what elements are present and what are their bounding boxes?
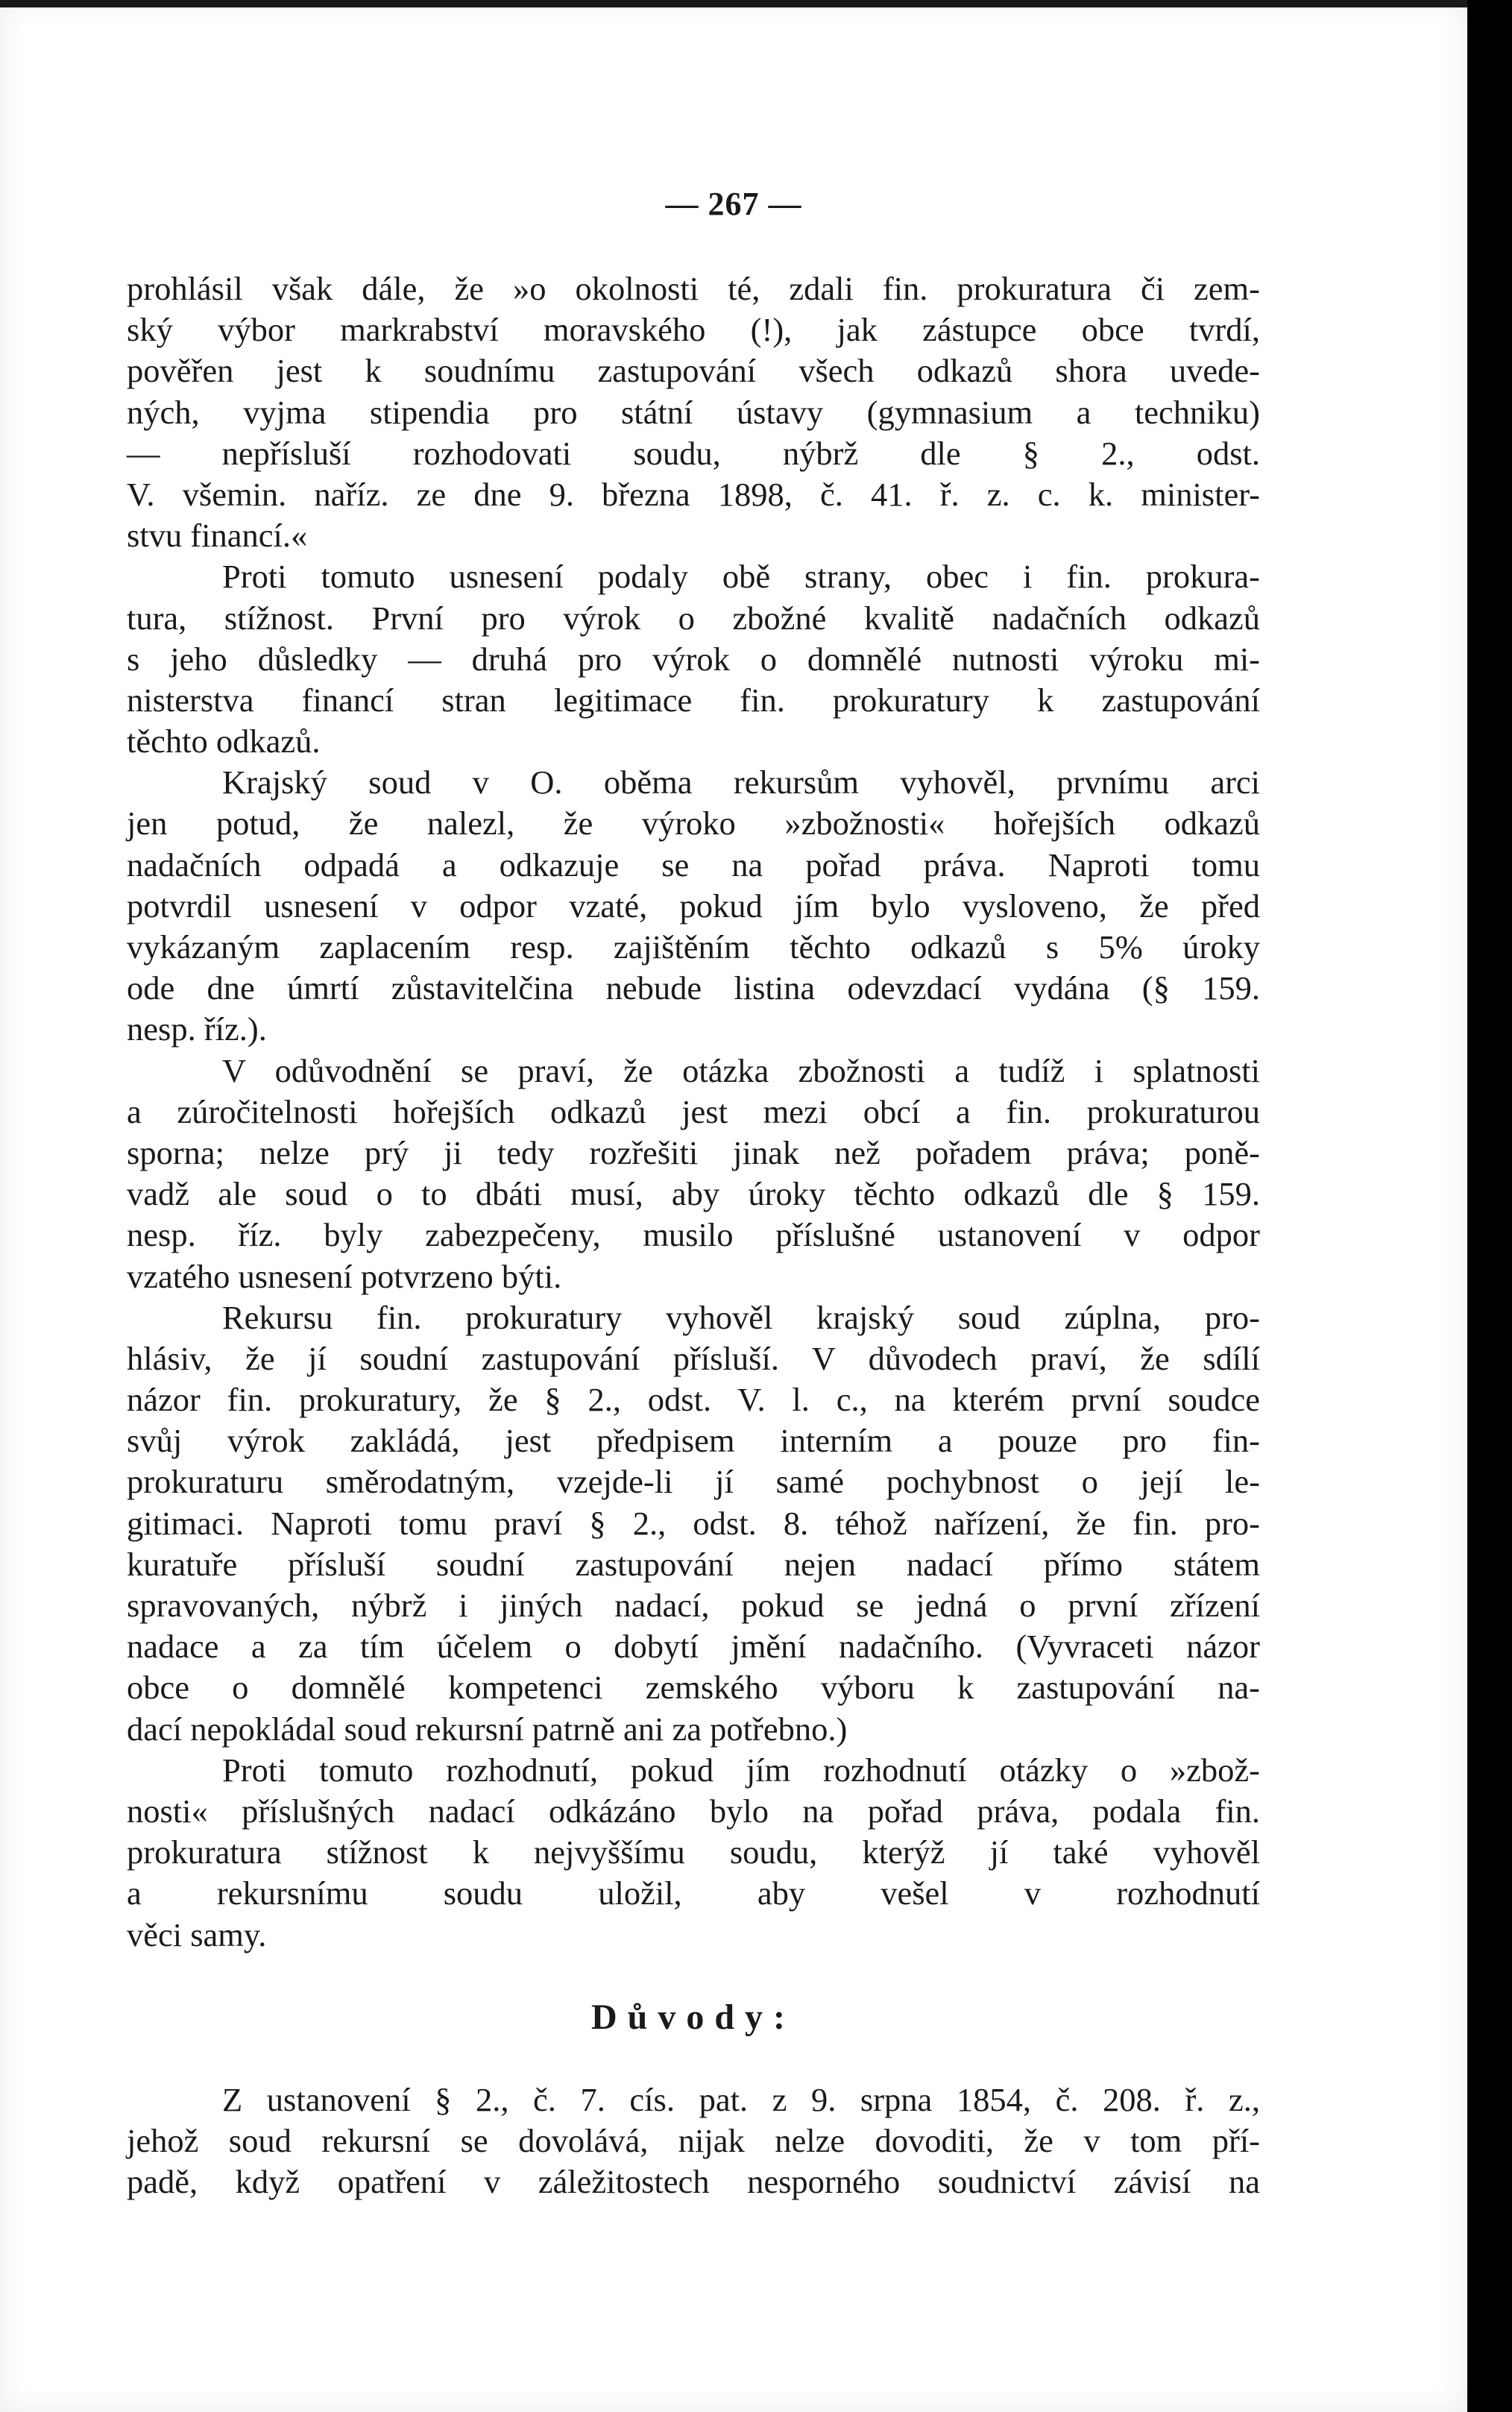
text-line: Proti tomuto usnesení podaly obě strany, obec i fin. prokura- [222, 558, 1260, 596]
paragraph [127, 268, 1260, 556]
text-line: a rekursnímu soudu uložil, aby vešel v rozhodnutí [127, 1874, 1260, 1912]
page-top-edge [0, 0, 1467, 7]
text-line: Rekursu fin. prokuratury vyhověl krajský soud zúplna, pro- [222, 1298, 1260, 1336]
text-line: nisterstva financí stran legitimace fin. prokuratury k zastupování [127, 681, 1260, 719]
text-line: padě, když opatření v záležitostech nesporného soudnictví závisí na [127, 2163, 1260, 2201]
text-line: V odůvodnění se praví, že otázka zbožnosti a tudíž i splatnosti [222, 1051, 1260, 1089]
text-line: vadž ale soud o to dbáti musí, aby úroky těchto odkazů dle § 159. [127, 1175, 1260, 1213]
text-line: nadačních odpadá a odkazuje se na pořad práva. Naproti tomu [127, 846, 1260, 884]
text-line: nadace a za tím účelem o dobytí jmění nadačního. (Vyvraceti názor [127, 1628, 1260, 1666]
text-line: ných, vyjma stipendia pro státní ústavy (gymnasium a techniku) [127, 393, 1260, 431]
text-line: prohlásil však dále, že »o okolnosti té, zdali fin. prokuratura či zem- [127, 270, 1260, 307]
spacer [127, 2059, 1260, 2079]
text-line: hlásiv, že jí soudní zastupování přísluší. V důvodech praví, že sdílí [127, 1339, 1260, 1377]
paragraph [127, 2079, 1260, 2203]
text-line: — nepřísluší rozhodovati soudu, nýbrž dle § 2., odst. [127, 434, 1260, 472]
text-line: nosti« příslušných nadací odkázáno bylo na pořad práva, podala fin. [127, 1792, 1260, 1830]
text-line: těchto odkazů. [127, 722, 321, 761]
section-heading-container [127, 1977, 1260, 2059]
text-line: Krajský soud v O. oběma rekursům vyhověl, prvnímu arci [222, 763, 1260, 802]
text-line: svůj výrok zakládá, jest předpisem interním a pouze pro fin- [127, 1422, 1260, 1460]
text-line: Z ustanovení § 2., č. 7. cís. pat. z 9. srpna 1854, č. 208. ř. z., [222, 2080, 1260, 2118]
section-heading: Důvody: [590, 1997, 796, 2037]
text-line: názor fin. prokuratury, že § 2., odst. V. l. c., na kterém první soudce [127, 1381, 1260, 1419]
spacer [127, 1956, 1260, 1977]
text-line: gitimaci. Naproti tomu praví § 2., odst. 8. téhož nařízení, že fin. pro- [127, 1504, 1260, 1542]
document-body [127, 268, 1260, 2202]
text-line: a zúročitelnosti hořejších odkazů jest mezi obcí a fin. prokuraturou [127, 1092, 1260, 1130]
text-line: nesp. říz.). [127, 1010, 267, 1048]
text-line: prokuraturu směrodatným, vzejde-li jí samé pochybnost o její le- [127, 1463, 1260, 1501]
text-line: jen potud, že nalezl, že výroko »zbožnosti« hořejších odkazů [127, 804, 1260, 843]
text-line: vzatého usnesení potvrzeno býti. [127, 1257, 562, 1295]
scan-border [1467, 0, 1512, 2412]
text-line: nesp. říz. byly zabezpečeny, musilo příslušné ustanovení v odpor [127, 1216, 1260, 1254]
text-line: potvrdil usnesení v odpor vzaté, pokud jím bylo vysloveno, že před [127, 887, 1260, 925]
text-line: ský výbor markrabství moravského (!), jak zástupce obce tvrdí, [127, 311, 1260, 349]
text-line: prokuratura stížnost k nejvyššímu soudu, kterýž jí také vyhověl [127, 1833, 1260, 1871]
text-line: stvu financí.« [127, 517, 308, 555]
text-line: Proti tomuto rozhodnutí, pokud jím rozhodnutí otázky o »zbož- [222, 1751, 1260, 1789]
text-line: obce o domnělé kompetenci zemského výboru k zastupování na- [127, 1669, 1260, 1707]
text-line: jehož soud rekursní se dovolává, nijak nelze dovoditi, že v tom pří- [127, 2121, 1260, 2159]
paragraph [127, 1750, 1260, 1956]
page-number: — 267 — [665, 186, 802, 222]
paragraph [127, 1297, 1260, 1750]
text-line: kuratuře přísluší soudní zastupování nejen nadací přímo státem [127, 1545, 1260, 1583]
paragraph [127, 1051, 1260, 1297]
text-line: sporna; nelze prý ji tedy rozřešiti jinak než pořadem práva; poně- [127, 1133, 1260, 1171]
text-line: věci samy. [127, 1915, 267, 1953]
text-line: V. všemin. naříz. ze dne 9. března 1898, č. 41. ř. z. c. k. minister- [127, 475, 1260, 513]
text-line: pověřen jest k soudnímu zastupování všech odkazů shora uvede- [127, 352, 1260, 390]
text-line: tura, stížnost. První pro výrok o zbožné kvalitě nadačních odkazů [127, 599, 1260, 637]
text-line: spravovaných, nýbrž i jiných nadací, pokud se jedná o první zřízení [127, 1587, 1260, 1624]
text-line: dací nepokládal soud rekursní patrně ani za potřebno.) [127, 1710, 848, 1748]
text-line: ode dne úmrtí zůstavitelčina nebude listina odevzdací vydána (§ 159. [127, 969, 1260, 1007]
text-line: vykázaným zaplacením resp. zajištěním těchto odkazů s 5% úroky [127, 928, 1260, 966]
paragraph [127, 556, 1260, 762]
text-line: s jeho důsledky — druhá pro výrok o domnělé nutnosti výroku mi- [127, 640, 1260, 678]
paragraph [127, 762, 1260, 1050]
